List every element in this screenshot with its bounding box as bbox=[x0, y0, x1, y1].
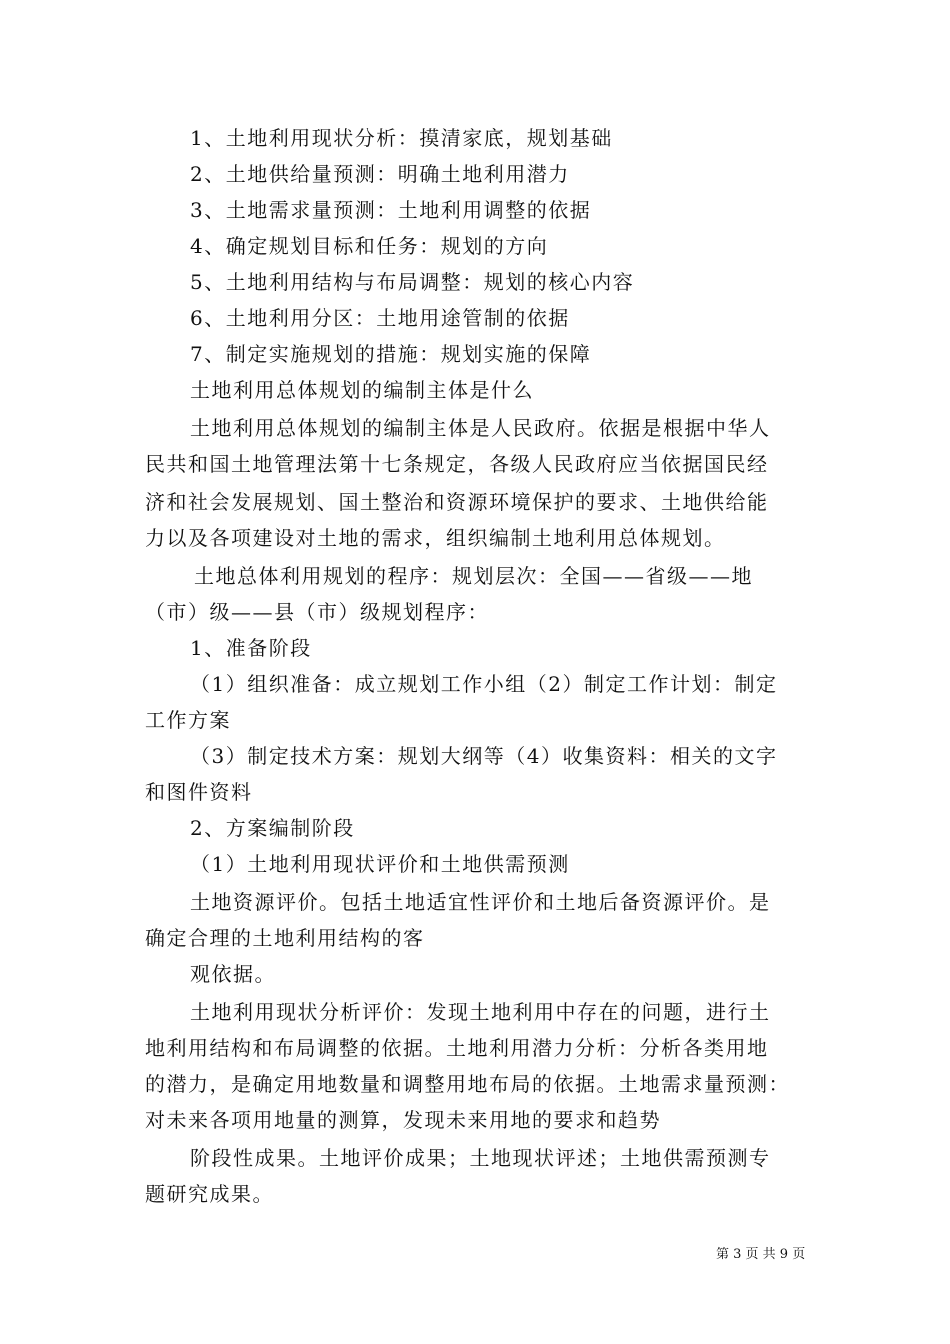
text-line: 4、确定规划目标和任务：规划的方向 bbox=[190, 234, 549, 258]
text-line: 确定合理的土地利用结构的客 bbox=[145, 926, 425, 950]
text-line: 1、土地利用现状分析：摸清家底，规划基础 bbox=[190, 126, 613, 150]
text-line: 地利用结构和布局调整的依据。土地利用潜力分析：分析各类用地 bbox=[145, 1036, 769, 1060]
text-line: 对未来各项用地量的测算，发现未来用地的要求和趋势 bbox=[145, 1108, 661, 1132]
text-line: 2、方案编制阶段 bbox=[190, 816, 355, 840]
text-line: 题研究成果。 bbox=[145, 1182, 274, 1206]
text-line: 3、土地需求量预测：土地利用调整的依据 bbox=[190, 198, 592, 222]
text-line: 阶段性成果。土地评价成果；土地现状评述；土地供需预测专 bbox=[190, 1146, 771, 1170]
text-line: 力以及各项建设对土地的需求，组织编制土地利用总体规划。 bbox=[145, 526, 726, 550]
text-line: 土地利用总体规划的编制主体是人民政府。依据是根据中华人 bbox=[190, 416, 771, 440]
page-number: 第 3 页 共 9 页 bbox=[716, 1247, 806, 1262]
text-line: 7、制定实施规划的措施：规划实施的保障 bbox=[190, 342, 592, 366]
text-line: （市）级——县（市）级规划程序： bbox=[145, 600, 489, 624]
text-line: 土地总体利用规划的程序：规划层次：全国——省级——地 bbox=[194, 564, 753, 588]
text-line: 和图件资料 bbox=[145, 780, 253, 804]
text-line: 6、土地利用分区：土地用途管制的依据 bbox=[190, 306, 570, 330]
text-line: 的潜力，是确定用地数量和调整用地布局的依据。土地需求量预测： bbox=[145, 1072, 790, 1096]
text-line: （1）组织准备：成立规划工作小组（2）制定工作计划：制定 bbox=[190, 672, 778, 696]
text-line: 5、土地利用结构与布局调整：规划的核心内容 bbox=[190, 270, 635, 294]
text-line: 2、土地供给量预测：明确土地利用潜力 bbox=[190, 162, 570, 186]
text-line: （1）土地利用现状评价和土地供需预测 bbox=[190, 852, 570, 876]
text-line: （3）制定技术方案：规划大纲等（4）收集资料：相关的文字 bbox=[190, 744, 778, 768]
text-line: 1、准备阶段 bbox=[190, 636, 312, 660]
text-line: 民共和国土地管理法第十七条规定，各级人民政府应当依据国民经 bbox=[145, 452, 769, 476]
text-line: 济和社会发展规划、国土整治和资源环境保护的要求、土地供给能 bbox=[145, 490, 769, 514]
text-line: 工作方案 bbox=[145, 708, 231, 732]
section-heading: 土地利用总体规划的编制主体是什么 bbox=[190, 378, 534, 402]
text-line: 土地资源评价。包括土地适宜性评价和土地后备资源评价。是 bbox=[190, 890, 771, 914]
text-line: 土地利用现状分析评价：发现土地利用中存在的问题，进行土 bbox=[190, 1000, 771, 1024]
text-line: 观依据。 bbox=[190, 962, 276, 986]
